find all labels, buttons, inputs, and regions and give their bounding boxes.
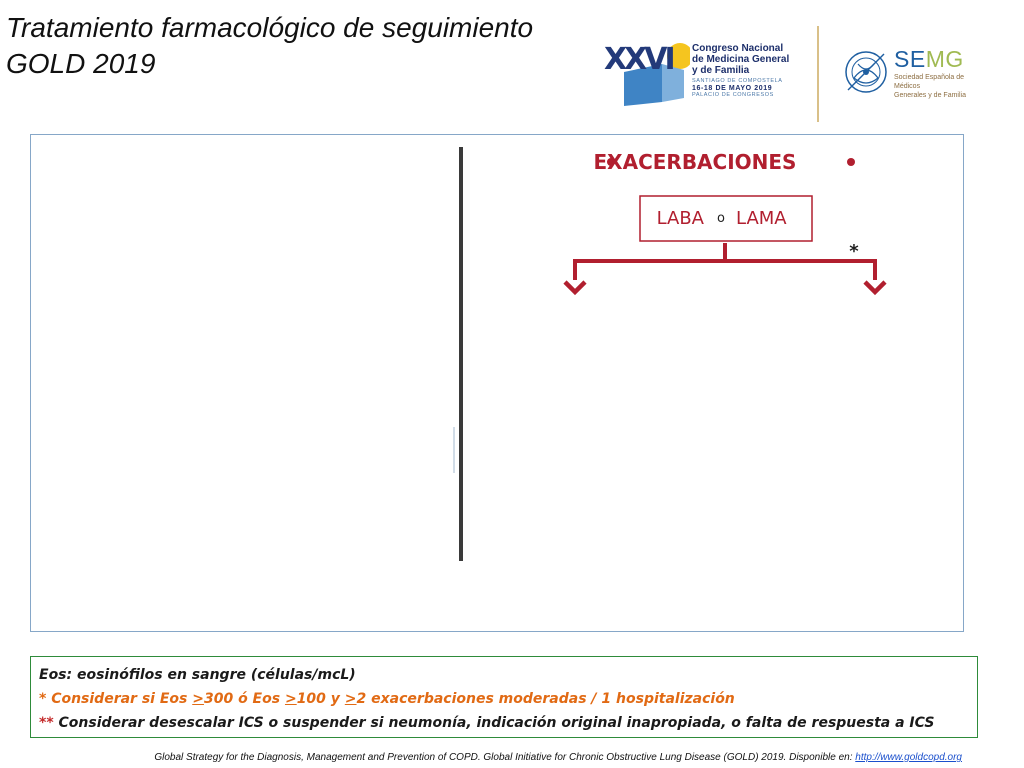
footnote-1-text-a: * Considerar si Eos (39, 691, 193, 707)
footnote-1-symbol-a: > (192, 691, 204, 707)
citation-text: Global Strategy for the Diagnosis, Management and Prevention of COPD. Global Initiative for Chronic Obstructive Lung Disease (GOLD) 2019. Disponible en: (154, 752, 856, 763)
footnote-1-symbol-b: > (284, 691, 297, 707)
heading-bullet-right-icon (847, 158, 855, 166)
semg-subtitle (894, 73, 980, 100)
slide-title-line-1: Tratamiento farmacológico de seguimiento (6, 12, 534, 43)
footnote-1-text-b: 300 ó Eos (203, 691, 285, 707)
congress-logo (600, 26, 800, 106)
chevron-down-left-icon (565, 282, 585, 292)
congress-name-line-1: Congreso Nacional (692, 43, 784, 54)
congress-venue: PALACIO DE CONGRESOS (692, 92, 774, 98)
footnote-double-star (39, 711, 969, 735)
eos-definition: Eos: eosinófilos en sangre (células/mcL) (39, 667, 356, 683)
congress-dates: 16-18 DE MAYO 2019 (692, 85, 773, 92)
footnote-1-text-d: 2 exacerbaciones moderadas / 1 hospitalización (356, 691, 735, 707)
goldcopd-link[interactable]: http://www.goldcopd.org (855, 752, 962, 763)
footnote-single-star (39, 687, 969, 711)
asterisk-marker: * (849, 241, 859, 262)
logo-divider (817, 26, 819, 122)
chevron-down-right-icon (865, 282, 885, 292)
semg-subtitle-line-1: Sociedad Española de Médicos (894, 74, 965, 90)
congress-numeral: XXVI (604, 42, 673, 77)
slide-title (6, 10, 533, 82)
congress-name-line-3: y de Familia (692, 65, 750, 76)
footnote-1-symbol-c: > (344, 691, 357, 707)
treatment-flowchart (31, 135, 965, 633)
footnote-1-text-c: 100 y (296, 691, 345, 707)
congress-name (692, 43, 789, 76)
exacerbaciones-heading: EXACERBACIONES (593, 150, 797, 174)
congress-city: SANTIAGO DE COMPOSTELA (692, 78, 783, 84)
semg-subtitle-line-2: Generales y de Familia (894, 92, 966, 99)
citation (154, 752, 962, 764)
slide-title-line-2: GOLD 2019 (6, 48, 156, 79)
footnotes-box (30, 656, 978, 738)
congress-details (692, 78, 783, 99)
or-connector: o (717, 211, 725, 226)
semg-emblem-icon (842, 48, 890, 96)
diagram-frame (30, 134, 964, 632)
semg-logo (840, 44, 980, 100)
laba-label: LABA (656, 208, 704, 229)
footnote-2-mark: ** (39, 715, 54, 731)
semg-wordmark-mg: MG (925, 46, 964, 72)
lama-label: LAMA (736, 208, 787, 229)
footnote-2-text: Considerar desescalar ICS o suspender si neumonía, indicación original inapropiada, o falta de respuesta a ICS (53, 715, 935, 731)
branch-connector (575, 243, 875, 280)
semg-wordmark (894, 46, 964, 73)
congress-name-line-2: de Medicina General (692, 54, 790, 65)
semg-wordmark-se: SE (894, 46, 926, 72)
